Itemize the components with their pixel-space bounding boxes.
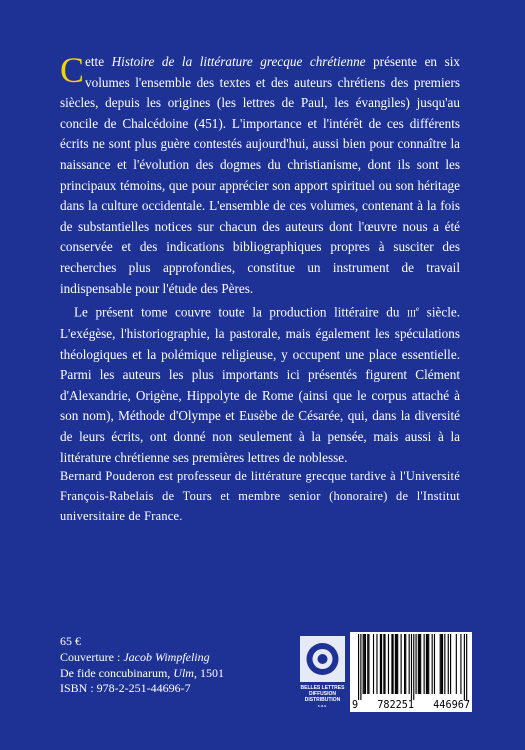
price: 65 €: [60, 634, 81, 648]
tome-paragraph: [60, 299, 460, 468]
barcode-bar: [424, 634, 425, 694]
work-year: , 1501: [193, 665, 224, 680]
barcode-bar: [413, 634, 414, 700]
barcode-bar: [442, 634, 443, 694]
barcode-bar: [383, 634, 384, 694]
barcode-first-digit: 9: [352, 700, 359, 711]
work-place: Ulm: [173, 665, 194, 680]
barcode-bar: [405, 634, 406, 694]
barcode-bar: [376, 634, 377, 694]
work-title: De fide concubinarum,: [60, 665, 174, 680]
barcode-bar: [434, 634, 435, 694]
barcode-group-right: 446967: [433, 700, 470, 711]
barcode-bar: [395, 634, 396, 694]
barcode-bar: [428, 634, 429, 694]
back-cover-text: [60, 52, 460, 468]
intro-paragraph: [60, 52, 460, 299]
barcode-bar: [393, 634, 394, 694]
barcode-bar: [401, 634, 402, 694]
isbn: ISBN : 978-2-251-44696-7: [60, 681, 191, 696]
cover-work: [60, 666, 290, 682]
barcode-bar: [440, 634, 441, 694]
barcode-bar: [363, 634, 364, 694]
barcode-bar: [360, 634, 361, 700]
intro-text-start: ette: [85, 54, 112, 69]
barcode-bar: [384, 634, 385, 694]
publisher-logo: [300, 636, 345, 708]
cover-credit: [60, 650, 290, 666]
barcode-bar: [418, 634, 419, 694]
century-superscript: e: [416, 305, 420, 314]
logo-emblem-core: [318, 654, 328, 664]
barcode-bar: [444, 634, 445, 694]
barcode-bar: [367, 634, 368, 694]
barcode-group-left: 782251: [377, 700, 415, 711]
logo-text-line1: BELLES LETTRES: [300, 685, 345, 691]
barcode-bar: [358, 634, 359, 700]
isbn-barcode: [350, 632, 472, 712]
logo-text-line3: DISTRIBUTION: [304, 697, 341, 703]
barcode-bar: [456, 634, 457, 694]
barcode-bar: [381, 634, 382, 694]
drop-cap: C: [60, 50, 85, 90]
barcode-bar: [416, 634, 417, 694]
barcode-bar: [427, 634, 428, 694]
logo-text-line2: DIFFUSION: [309, 691, 336, 697]
barcode-bar: [368, 634, 369, 694]
barcode-bar: [391, 634, 392, 694]
barcode-bar: [441, 634, 442, 694]
barcode-bar: [396, 634, 397, 694]
barcode-bar: [448, 634, 449, 694]
barcode-bar: [466, 634, 467, 700]
bottom-info: [60, 634, 290, 697]
barcode-digits: [352, 700, 470, 711]
barcode-bar: [420, 634, 421, 694]
barcode-bar: [365, 634, 366, 694]
logo-text-line4: s.a.s.: [317, 703, 328, 708]
barcode-bar: [397, 634, 398, 694]
barcode-bar: [388, 634, 389, 694]
tome-text-body: siècle. L'exégèse, l'historiographie, la pastorale, mais également les spéculations théologiques et la polémique religieuse, y occupent une place essentielle. Parmi les auteurs les plus importants ici présentés figurent Clément d'Alexandrie, Origène, Hippolyte de Rome (ainsi que le corpus attaché à son nom), Méthode d'Olympe et Eusèbe de Césarée, qui, dans la diversité de leurs écrits, ont donné non seulement à la pensée, mais aussi à la littérature chrétienne ses premières lettres de noblesse.: [60, 304, 461, 465]
author-note: Bernard Pouderon est professeur de littérature grecque tardive à l'Université François-Rabelais de Tours et membre senior (honoraire) de l'Institut universitaire de France.: [60, 469, 460, 523]
barcode-bar: [432, 634, 433, 694]
barcode-bar: [364, 634, 365, 694]
barcode-bar: [404, 634, 405, 694]
cover-artist: Jacob Wimpfeling: [123, 649, 210, 664]
cover-label: Couverture :: [60, 649, 124, 664]
barcode-bar: [411, 634, 412, 700]
barcode-bar: [380, 634, 381, 694]
book-title-italic: Histoire de la littérature grecque chrétienne: [111, 54, 366, 69]
intro-text-body: présente en six volumes l'ensemble des textes et des auteurs chrétiens des premiers siècles, depuis les origines (les lettres de Paul, les évangiles) jusqu'au concile de Chalcédoine (451). L'importance et l'intérêt de ces différents écrits ne sont plus guère contestés aujourd'hui, aussi bien pour connaître la naissance et l'évolution des dogmes du christianisme, dont ils sont les principaux témoins, que pour apprécier son apport spirituel ou son héritage dans la culture occidentale. L'ensemble de ces volumes, contenant à la fois de substantielles notices sur chacun des auteurs dont l'œuvre nous a été conservée et des indications bibliographiques propres à susciter des recherches plus approfondies, constitue un instrument de travail indispensable pour l'étude des Pères.: [60, 54, 460, 296]
barcode-bar: [373, 634, 374, 694]
barcode-bar: [426, 634, 427, 694]
barcode-bar: [464, 634, 465, 700]
barcode-bar: [460, 634, 461, 694]
barcode-bar: [409, 634, 410, 694]
barcode-bar: [419, 634, 420, 694]
century-numeral: III: [407, 308, 417, 319]
barcode-bar: [450, 634, 451, 694]
barcode-bars: [350, 634, 472, 700]
tome-text-start: Le présent tome couvre toute la production littéraire du: [74, 304, 408, 320]
